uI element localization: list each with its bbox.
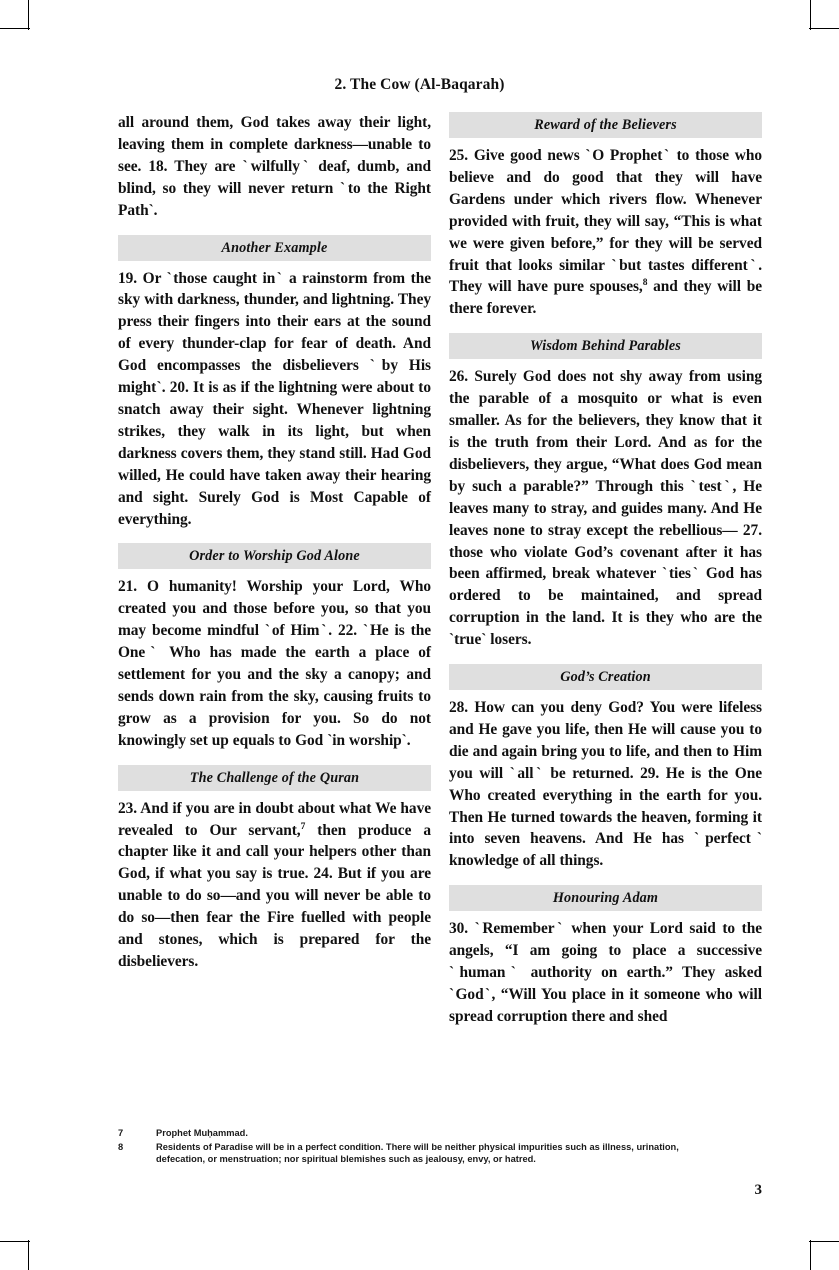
crop-mark-bottom-right-horizontal xyxy=(809,1241,839,1242)
paragraph-verse-25 xyxy=(449,145,762,320)
running-head-chapter-title: 2. The Cow (Al-Baqarah) xyxy=(334,76,505,93)
footnote-number-8: 8 xyxy=(118,1141,124,1152)
paragraph-verses-23-24 xyxy=(118,798,431,973)
right-column xyxy=(449,112,762,1028)
paragraph-verse-30: 30. ˋRememberˋ when your Lord said to the angels, “I am going to place a successive ˋhumanˋ authority on earth.” They asked ˋGodˋ, “Will You place in it someone who will spread corruption there and shed xyxy=(449,920,762,1025)
footnote-reference-8[interactable]: 8 xyxy=(642,278,648,289)
left-column xyxy=(118,112,431,973)
paragraph-verses-23-24-part2: then produce a chapter like it and call your helpers other than God, if what you say is true. 24. But if you are unable to do so—and you will never be able to do so—then fear the Fire fuelled with people and stones, which is prepared for the disbelievers. xyxy=(118,821,431,970)
footnote-text-7: Prophet Muḥammad. xyxy=(156,1128,248,1138)
crop-mark-top-left-vertical xyxy=(28,0,29,30)
section-heading-reward-of-the-believers: Reward of the Believers xyxy=(449,112,762,138)
section-heading-the-challenge-of-the-quran: The Challenge of the Quran xyxy=(118,765,431,791)
section-heading-another-example: Another Example xyxy=(118,235,431,261)
footnote-separator-rule xyxy=(118,1122,722,1123)
crop-mark-bottom-right-vertical xyxy=(810,1240,811,1270)
section-heading-wisdom-behind-parables: Wisdom Behind Parables xyxy=(449,333,762,359)
footnote-item-8 xyxy=(118,1141,730,1166)
footnote-text-8: Residents of Paradise will be in a perfect condition. There will be neither physical impurities such as illness, urination, defecation, or menstruation; nor spiritual blemishes such as jealousy, envy, or hatred. xyxy=(156,1141,679,1165)
crop-mark-top-left-horizontal xyxy=(0,28,30,29)
paragraph-continued-verses-17-18: all around them, God takes away their light, leaving them in complete darkness—unable to see. 18. They are ˋwilfullyˋ deaf, dumb, and blind, so they will never return ˋto the Right Pathˋ. xyxy=(118,114,431,219)
paragraph-verses-19-20: 19. Or ˋthose caught inˋ a rainstorm from the sky with darkness, thunder, and lightning. They press their fingers into their ears at the sound of every thunder-clap for fear of death. And God encompasses the disbelievers ˋby His mightˋ. 20. It is as if the lightning were about to snatch away their sight. Whenever lightning strikes, they walk in its light, but when darkness covers them, they stand still. Had God willed, He could have taken away their hearing and sight. Surely God is Most Capable of everything. xyxy=(118,269,431,528)
section-heading-gods-creation: God’s Creation xyxy=(449,664,762,690)
crop-mark-bottom-left-vertical xyxy=(28,1240,29,1270)
crop-mark-bottom-left-horizontal xyxy=(0,1241,30,1242)
paragraph-verses-26-27: 26. Surely God does not shy away from using the parable of a mosquito or what is even smaller. As for the believers, they know that it is the truth from their Lord. And as for the disbelievers, they argue, “What does God mean by such a parable?” Through this ˋtestˋ, He leaves many to stray, and guides many. And He leaves none to stray except the rebellious— 27. those who violate God’s covenant after it has been affirmed, break whatever ˋtiesˋ God has ordered to be maintained, and spread corruption in the land. It is they who are the ˋtrueˋ losers. xyxy=(449,368,762,649)
footnote-reference-7[interactable]: 7 xyxy=(300,821,306,832)
paragraph-verse-25-part2: and they will be there forever. xyxy=(449,278,762,318)
paragraph-verses-21-22: 21. O humanity! Worship your Lord, Who created you and those before you, so that you may become mindful ˋof Himˋ. 22. ˋHe is the Oneˋ Who has made the earth a place of settlement for you and the sky a canopy; and sends down rain from the sky, causing fruits to grow as a provision for you. So do not knowingly set up equals to God ˋin worshipˋ. xyxy=(118,578,431,749)
footnote-number-7: 7 xyxy=(118,1128,124,1138)
two-column-body xyxy=(118,112,762,1117)
footnote-item-7 xyxy=(118,1127,730,1140)
footnotes-area xyxy=(118,1127,730,1167)
section-heading-honouring-adam: Honouring Adam xyxy=(449,885,762,911)
crop-mark-top-right-vertical xyxy=(810,0,811,30)
paragraph-verses-23-24-part1: 23. And if you are in doubt about what We have revealed to Our servant, xyxy=(118,799,431,839)
paragraph-verse-25-part1: 25. Give good news ˋO Prophetˋ to those who believe and do good that they will have Gardens under which rivers flow. Whenever provided with fruit, they will say, “This is what we were given before,” for they will be served fruit that looks similar ˋbut tastes differentˋ. They will have pure spouses, xyxy=(449,147,762,296)
page-number: 3 xyxy=(754,1182,762,1198)
crop-mark-top-right-horizontal xyxy=(809,28,839,29)
section-heading-order-to-worship-god-alone: Order to Worship God Alone xyxy=(118,543,431,569)
paragraph-verses-28-29: 28. How can you deny God? You were lifeless and He gave you life, then He will cause you to die and again bring you to life, and then to Him you will ˋallˋ be returned. 29. He is the One Who created everything in the earth for you. Then He turned towards the heaven, forming it into seven heavens. And He has ˋperfectˋ knowledge of all things. xyxy=(449,699,762,870)
